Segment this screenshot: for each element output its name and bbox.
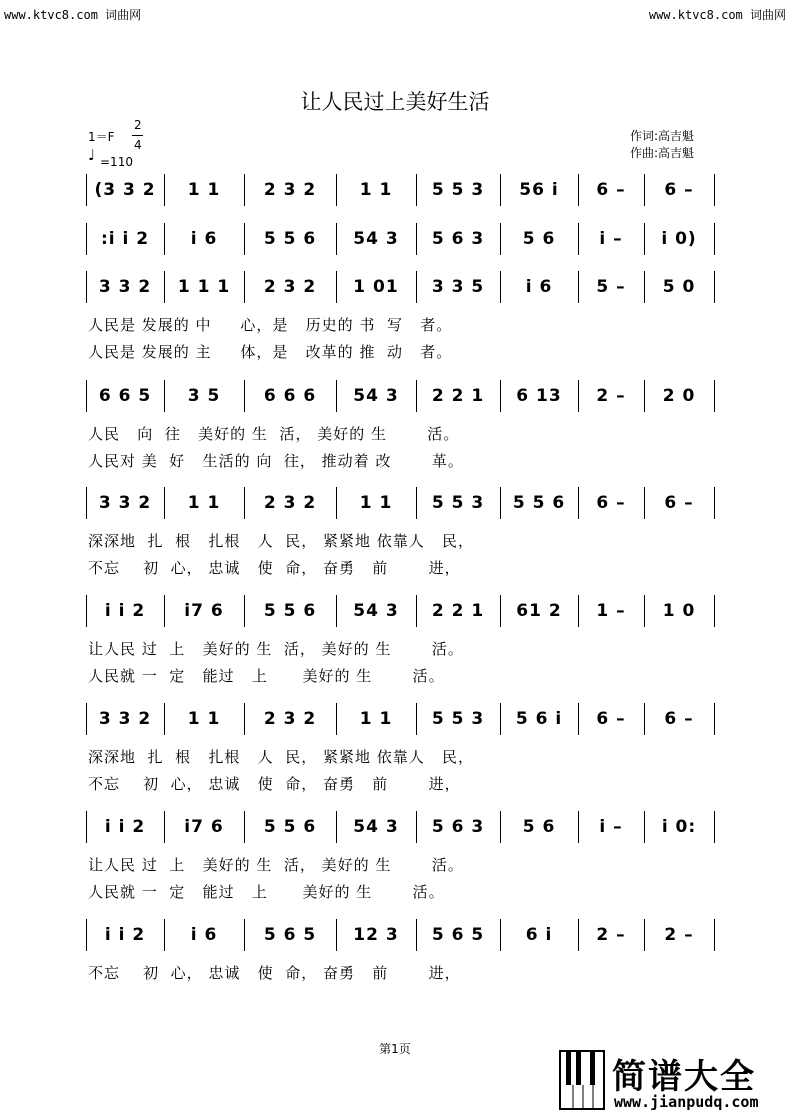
measure <box>164 222 244 256</box>
measure <box>578 918 644 952</box>
measure-notes: 2 2 1 <box>431 386 485 406</box>
measure <box>336 222 416 256</box>
measure-notes: 54 3 <box>353 817 399 837</box>
measure <box>86 702 164 736</box>
measure-notes: 5 6 <box>522 229 556 249</box>
measure <box>336 594 416 628</box>
logo-text: 简谱大全 <box>612 1057 756 1097</box>
barline <box>714 811 715 843</box>
measure-notes: 6 – <box>596 709 626 729</box>
barline <box>714 223 715 255</box>
measure-notes: 6 i <box>525 925 553 945</box>
measure <box>244 702 336 736</box>
measure <box>86 594 164 628</box>
measure-notes: 2 2 1 <box>431 601 485 621</box>
measure <box>86 379 164 413</box>
score-system <box>86 379 726 413</box>
measure <box>500 222 578 256</box>
measure <box>86 270 164 304</box>
measure <box>500 173 578 207</box>
key-signature: 1＝F <box>88 130 115 144</box>
lyric-line: 深深地 扎 根 扎根 人 民， 紧紧地 依靠人 民， <box>88 532 475 550</box>
measure <box>644 702 714 736</box>
measure-notes: 5 5 3 <box>431 709 485 729</box>
measure <box>578 594 644 628</box>
site-logo <box>552 1045 782 1115</box>
measure <box>644 270 714 304</box>
measure-notes: 5 5 6 <box>263 817 317 837</box>
time-signature-bottom: 4 <box>134 138 142 152</box>
logo-url: www.jianpudq.com <box>614 1093 759 1111</box>
score-system <box>86 270 726 304</box>
measure <box>244 379 336 413</box>
measure <box>164 702 244 736</box>
measure <box>416 270 500 304</box>
measure-notes: 6 6 6 <box>263 386 317 406</box>
measure-notes: i 6 <box>190 925 218 945</box>
measure <box>578 173 644 207</box>
measure <box>416 222 500 256</box>
measure <box>416 173 500 207</box>
measure <box>244 594 336 628</box>
measure-notes: i 0: <box>661 817 697 837</box>
measure <box>244 486 336 520</box>
song-title: 让人民过上美好生活 <box>300 90 490 114</box>
measure-notes: 6 – <box>596 493 626 513</box>
measure <box>164 810 244 844</box>
lyric-line: 深深地 扎 根 扎根 人 民， 紧紧地 依靠人 民， <box>88 748 475 766</box>
measure-notes: 1 1 <box>187 180 221 200</box>
measure <box>164 918 244 952</box>
measure-notes: 2 3 2 <box>263 180 317 200</box>
measure <box>86 486 164 520</box>
measure-notes: 1 1 1 <box>177 277 231 297</box>
lyric-line: 人民就 一 定 能过 上 美好的 生 活。 <box>88 667 445 685</box>
barline <box>714 174 715 206</box>
measure-notes: 1 1 <box>359 493 393 513</box>
lyric-line: 人民是 发展的 中 心，是 历史的 书 写 者。 <box>88 316 453 334</box>
measure <box>578 379 644 413</box>
measure-notes: 6 – <box>664 709 694 729</box>
measure <box>86 810 164 844</box>
measure <box>244 918 336 952</box>
time-signature-top: 2 <box>134 118 142 132</box>
measure-notes: 56 i <box>519 180 559 200</box>
barline <box>714 595 715 627</box>
measure-notes: 6 13 <box>516 386 562 406</box>
measure-notes: 5 6 5 <box>263 925 317 945</box>
header-site-right: www.ktvc8.com 词曲网 <box>648 8 786 22</box>
measure <box>500 486 578 520</box>
measure <box>336 486 416 520</box>
measure <box>336 702 416 736</box>
measure-notes: 12 3 <box>353 925 399 945</box>
measure-notes: 3 5 <box>187 386 221 406</box>
header-site-left: www.ktvc8.com 词曲网 <box>4 8 142 22</box>
measure-notes: 2 0 <box>662 386 696 406</box>
measure-notes: 54 3 <box>353 386 399 406</box>
measure <box>578 270 644 304</box>
measure-notes: 5 5 6 <box>263 229 317 249</box>
measure-notes: 3 3 2 <box>98 277 152 297</box>
measure-notes: 5 5 3 <box>431 180 485 200</box>
measure <box>164 270 244 304</box>
measure <box>164 379 244 413</box>
measure-notes: i – <box>599 817 623 837</box>
measure-notes: i 6 <box>190 229 218 249</box>
barline <box>714 703 715 735</box>
measure-notes: 1 1 <box>359 709 393 729</box>
lyric-line: 让人民 过 上 美好的 生 活， 美好的 生 活。 <box>88 640 464 658</box>
lyric-line: 不忘 初 心， 忠诚 使 命， 奋勇 前 进， <box>88 775 461 793</box>
page-number: 第1页 <box>379 1042 411 1056</box>
measure <box>578 702 644 736</box>
measure-notes: 1 1 <box>187 493 221 513</box>
measure-notes: 5 0 <box>662 277 696 297</box>
measure-notes: 5 5 3 <box>431 493 485 513</box>
measure-notes: 2 3 2 <box>263 277 317 297</box>
measure <box>644 173 714 207</box>
measure <box>336 270 416 304</box>
measure <box>244 173 336 207</box>
lyric-line: 让人民 过 上 美好的 生 活， 美好的 生 活。 <box>88 856 464 874</box>
measure <box>644 810 714 844</box>
measure-notes: i i 2 <box>104 601 146 621</box>
measure <box>86 173 164 207</box>
measure <box>164 486 244 520</box>
measure <box>416 810 500 844</box>
measure-notes: 6 6 5 <box>98 386 152 406</box>
measure-notes: 1 1 <box>187 709 221 729</box>
measure-notes: 5 5 6 <box>263 601 317 621</box>
measure-notes: 5 – <box>596 277 626 297</box>
lyric-line: 人民 向 往 美好的 生 活， 美好的 生 活。 <box>88 425 460 443</box>
measure <box>416 918 500 952</box>
time-signature-line <box>132 135 143 136</box>
measure-notes: 2 – <box>596 386 626 406</box>
score-system <box>86 810 726 844</box>
measure-notes: 2 3 2 <box>263 493 317 513</box>
measure-notes: 6 – <box>596 180 626 200</box>
score-system <box>86 594 726 628</box>
measure <box>416 486 500 520</box>
measure <box>244 222 336 256</box>
measure-notes: i i 2 <box>104 925 146 945</box>
lyric-line: 人民是 发展的 主 体，是 改革的 推 动 者。 <box>88 343 453 361</box>
measure-notes: 2 – <box>596 925 626 945</box>
measure <box>416 379 500 413</box>
measure-notes: 5 6 <box>522 817 556 837</box>
measure <box>500 594 578 628</box>
measure-notes: 54 3 <box>353 229 399 249</box>
lyricist-credit: 作词:高吉魁 <box>630 129 695 143</box>
measure <box>86 222 164 256</box>
measure-notes: i7 6 <box>184 817 224 837</box>
measure-notes: 5 6 3 <box>431 229 485 249</box>
lyric-line: 不忘 初 心， 忠诚 使 命， 奋勇 前 进， <box>88 964 461 982</box>
barline <box>714 380 715 412</box>
measure <box>578 810 644 844</box>
measure <box>644 379 714 413</box>
barline <box>714 919 715 951</box>
barline <box>714 487 715 519</box>
measure <box>336 173 416 207</box>
measure-notes: 5 6 i <box>515 709 563 729</box>
measure-notes: 2 – <box>664 925 694 945</box>
score-system <box>86 222 726 256</box>
barline <box>714 271 715 303</box>
measure-notes: i7 6 <box>184 601 224 621</box>
composer-credit: 作曲:高吉魁 <box>630 146 695 160</box>
measure-notes: i – <box>599 229 623 249</box>
measure-notes: i 6 <box>525 277 553 297</box>
measure <box>336 810 416 844</box>
measure-notes: 1 0 <box>662 601 696 621</box>
measure-notes: 5 6 5 <box>431 925 485 945</box>
measure-notes: 2 3 2 <box>263 709 317 729</box>
lyric-line: 人民对 美 好 生活的 向 往， 推动着 改 革。 <box>88 452 464 470</box>
measure <box>86 918 164 952</box>
measure-notes: 5 5 6 <box>512 493 566 513</box>
measure <box>336 918 416 952</box>
measure-notes: i i 2 <box>104 817 146 837</box>
measure-notes: 3 3 5 <box>431 277 485 297</box>
measure <box>500 702 578 736</box>
measure <box>244 270 336 304</box>
measure-notes: 3 3 2 <box>98 493 152 513</box>
measure-notes: (3 3 2 <box>94 180 156 200</box>
measure-notes: 1 1 <box>359 180 393 200</box>
measure-notes: i 0) <box>661 229 697 249</box>
lyric-line: 不忘 初 心， 忠诚 使 命， 奋勇 前 进， <box>88 559 461 577</box>
score-system <box>86 173 726 207</box>
measure-notes: 54 3 <box>353 601 399 621</box>
measure <box>578 222 644 256</box>
measure <box>164 173 244 207</box>
measure <box>644 222 714 256</box>
measure-notes: 1 – <box>596 601 626 621</box>
measure <box>336 379 416 413</box>
measure-notes: 61 2 <box>516 601 562 621</box>
measure <box>500 379 578 413</box>
measure-notes: :i i 2 <box>100 229 150 249</box>
tempo-marking: =110 <box>100 155 133 169</box>
measure <box>500 918 578 952</box>
measure <box>500 270 578 304</box>
measure <box>244 810 336 844</box>
measure-notes: 6 – <box>664 493 694 513</box>
measure-notes: 3 3 2 <box>98 709 152 729</box>
quarter-note-icon: ♩ <box>88 146 96 164</box>
score-system <box>86 486 726 520</box>
lyric-line: 人民就 一 定 能过 上 美好的 生 活。 <box>88 883 445 901</box>
measure <box>416 702 500 736</box>
measure <box>644 594 714 628</box>
measure-notes: 1 01 <box>353 277 399 297</box>
measure <box>416 594 500 628</box>
measure <box>164 594 244 628</box>
measure-notes: 5 6 3 <box>431 817 485 837</box>
measure <box>578 486 644 520</box>
measure <box>644 486 714 520</box>
measure-notes: 6 – <box>664 180 694 200</box>
score-system <box>86 918 726 952</box>
score-system <box>86 702 726 736</box>
measure <box>644 918 714 952</box>
measure <box>500 810 578 844</box>
